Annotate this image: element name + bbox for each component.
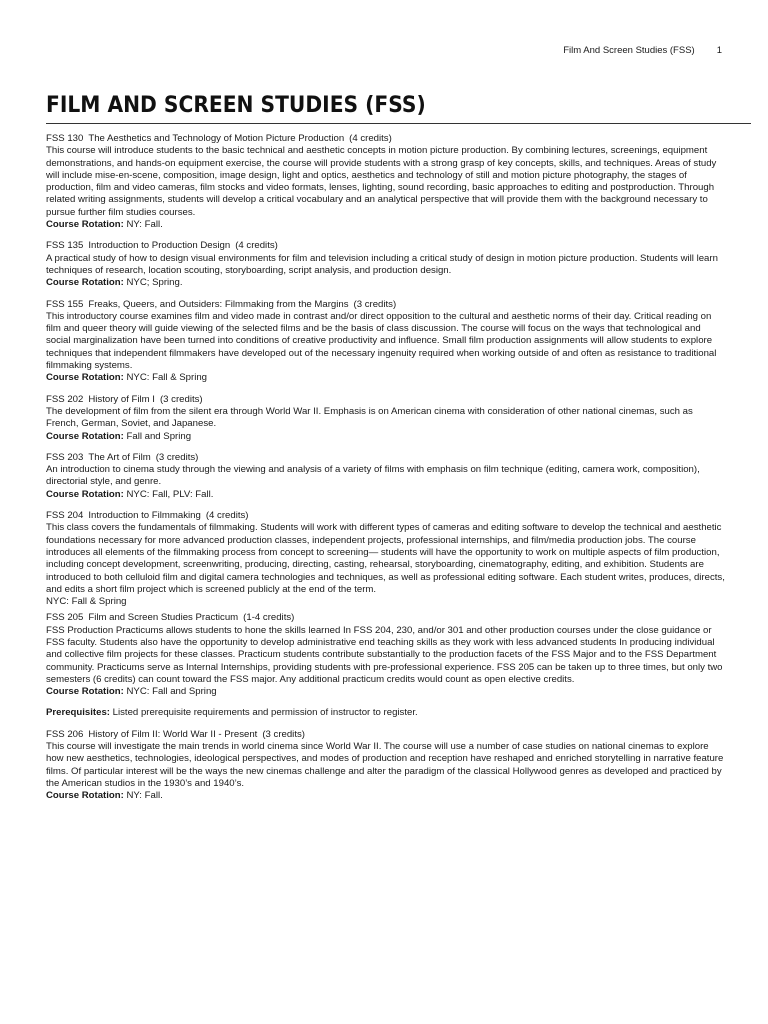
course-entry-fss-204 [46, 510, 726, 608]
course-rotation [46, 431, 726, 443]
course-description: This introductory course examines film and video made in contrast and/or direct opposition to the cultural and aesthetic norms of their day. Critical reading on film and queer theory will guide viewing of the selected films and be the basis of class discussion. The course will focus on the ways that technological and social marginalization have been turned into conditions of creative productivity and influence. Small film production assignments will allow students to explore techniques that independent filmmakers have developed out of the necessary ingenuity required when working outside of and often as resistance to traditional filmmaking systems. [46, 310, 717, 372]
course-code: FSS 130 [46, 133, 84, 144]
course-rotation [46, 489, 726, 501]
course-credits: (3 credits) [155, 451, 199, 463]
course-rotation-value: Fall and Spring [126, 430, 192, 442]
course-list [46, 133, 726, 812]
prerequisites-text: Listed prerequisite requirements and permission of instructor to register. [112, 707, 418, 719]
course-title: Freaks, Queers, and Outsiders: Filmmaking from the Margins [88, 298, 349, 310]
course-heading [46, 240, 726, 252]
course-title: Introduction to Production Design [88, 240, 231, 252]
course-offering-note: NYC: Fall & Spring [46, 596, 127, 608]
course-rotation-label: Course Rotation: [46, 277, 124, 289]
course-heading [46, 133, 726, 145]
course-credits: (3 credits) [353, 298, 397, 310]
course-entry-fss-202 [46, 394, 726, 443]
course-heading [46, 452, 726, 464]
course-description: An introduction to cinema study through the viewing and analysis of a variety of films with emphasis on film technique (editing, camera work, composition), directorial style, and genre. [46, 464, 700, 488]
course-rotation-value: NYC; Spring. [126, 277, 183, 289]
course-rotation-label: Course Rotation: [46, 790, 124, 802]
course-rotation [46, 686, 726, 698]
course-rotation-value: NYC: Fall, PLV: Fall. [126, 488, 214, 500]
course-credits: (4 credits) [349, 133, 392, 144]
course-title: History of Film I [88, 393, 155, 405]
course-heading [46, 510, 726, 522]
course-code: FSS 204 [46, 510, 84, 522]
course-heading [46, 394, 726, 406]
course-rotation-label: Course Rotation: [46, 372, 124, 384]
course-heading [46, 299, 726, 311]
course-rotation [46, 790, 726, 802]
course-heading [46, 729, 726, 741]
course-entry-fss-205 [46, 612, 726, 719]
course-rotation-label: Course Rotation: [46, 686, 124, 698]
course-credits: (4 credits) [235, 240, 278, 252]
course-entry-fss-203 [46, 452, 726, 501]
course-description: A practical study of how to design visual environments for film and television including a critical study of design in motion picture production. Students will learn techniques of research, location scouting, storyboarding, script analysis, and production design. [46, 252, 718, 276]
course-entry-fss-155 [46, 299, 726, 385]
page-title: FILM AND SCREEN STUDIES (FSS) [46, 93, 426, 118]
course-title: Introduction to Filmmaking [88, 510, 201, 522]
course-entry-fss-135 [46, 240, 726, 289]
running-header [563, 45, 722, 56]
course-rotation [46, 277, 726, 289]
course-title: Film and Screen Studies Practicum [88, 612, 239, 624]
course-title: The Aesthetics and Technology of Motion Picture Production [88, 133, 345, 144]
course-code: FSS 203 [46, 451, 84, 463]
course-code: FSS 135 [46, 240, 84, 252]
course-description: The development of film from the silent era through World War II. Emphasis is on American cinema with consideration of other national cinemas, such as French, German, Soviet, and Japanese. [46, 405, 693, 430]
course-rotation-label: Course Rotation: [46, 219, 124, 231]
course-credits: (3 credits) [262, 728, 305, 740]
course-credits: (4 credits) [205, 510, 249, 522]
course-rotation-value: NYC: Fall & Spring [126, 372, 208, 384]
course-entry-fss-130 [46, 133, 726, 231]
course-rotation-label: Course Rotation: [46, 430, 124, 442]
prerequisites-label: Prerequisites: [46, 707, 110, 719]
course-prerequisites [46, 707, 726, 719]
course-description: This course will introduce students to the basic technical and aesthetic concepts in motion picture production. By combining lectures, screenings, equipment demonstrations, and hands-on equipment exercise, the course will provide students with a strong grasp of key concepts, skills, and techniques. Areas of study will include mise-en-scene, composition, image design, light and optics, aesthetics and technology of still and motion picture photography, the stages of production, film and video cameras, film stocks and video formats, lenses, lighting, sound recording, basic approaches to editing and postproduction. Through related writing assignments, students will develop a critical vocabulary and an analytical perspective that will provide them with the background necessary to pursue further film studies courses. [46, 145, 717, 218]
course-rotation-value: NY: Fall. [126, 790, 163, 802]
course-code: FSS 205 [46, 612, 84, 624]
page-number: 1 [716, 45, 722, 56]
course-credits: (3 credits) [159, 393, 203, 405]
course-heading [46, 612, 726, 624]
course-code: FSS 206 [46, 728, 84, 740]
course-rotation-value: NYC: Fall and Spring [126, 686, 217, 698]
course-code: FSS 202 [46, 393, 84, 405]
course-title: History of Film II: World War II - Present [88, 728, 258, 740]
course-rotation-label: Course Rotation: [46, 488, 124, 500]
title-divider [46, 123, 751, 124]
course-description: FSS Production Practicums allows students to hone the skills learned In FSS 204, 230, and/or 301 and other production courses under the close guidance or FSS faculty. Students also have the opportunity to develop administrative end teaching skills as they work with less advanced students In producing individual and collective film projects for these classes. Practicum students contribute substantially to the production facets of the FSS Major and to the FSS Department community. Practicums serve as Internal Internships, providing students with pre-professional experience. FSS 205 can be taken up to three times, but only two semesters (6 credits) can count toward the FSS major. Any additional practicum credits would count as open elective credits. [46, 624, 723, 685]
running-header-title: Film And Screen Studies (FSS) [563, 45, 695, 56]
course-description: This course will investigate the main trends in world cinema since World War II. The course will use a number of case studies on national cinemas to explore how new aesthetics, technologies, ideological perspectives, and modes of production and reception have reshaped and enriched storytelling in narrative feature films. Of particular interest will be the ways the new cinemas challenge and alter the paradigm of the classical Hollywood genres as developed and practiced by the American studios in the 1930’s and 1940’s. [46, 741, 724, 789]
course-rotation [46, 372, 726, 384]
course-credits: (1-4 credits) [243, 612, 295, 624]
course-rotation-value: NY: Fall. [126, 219, 163, 231]
course-title: The Art of Film [88, 451, 151, 463]
course-rotation [46, 219, 726, 231]
course-description: This class covers the fundamentals of filmmaking. Students will work with different types of cameras and editing software to develop the technical and aesthetic foundations necessary for more advanced production classes, independent projects, professional internships, and film/media production jobs. The course introduces all elements of the filmmaking process from concept to screening— students will have the opportunity to work on multiple aspects of film production, including concept development, screenwriting, producing, directing, casting, rehearsal, storyboarding, cinematography, editing, and exhibition. Students are introduced to both celluloid film and digital camera technologies and techniques, as well as professional editing software. Each student writes, produces, directs, and edits a short film project which is screened publicly at the end of the term. [46, 522, 725, 595]
course-code: FSS 155 [46, 298, 84, 310]
course-entry-fss-206 [46, 729, 726, 803]
